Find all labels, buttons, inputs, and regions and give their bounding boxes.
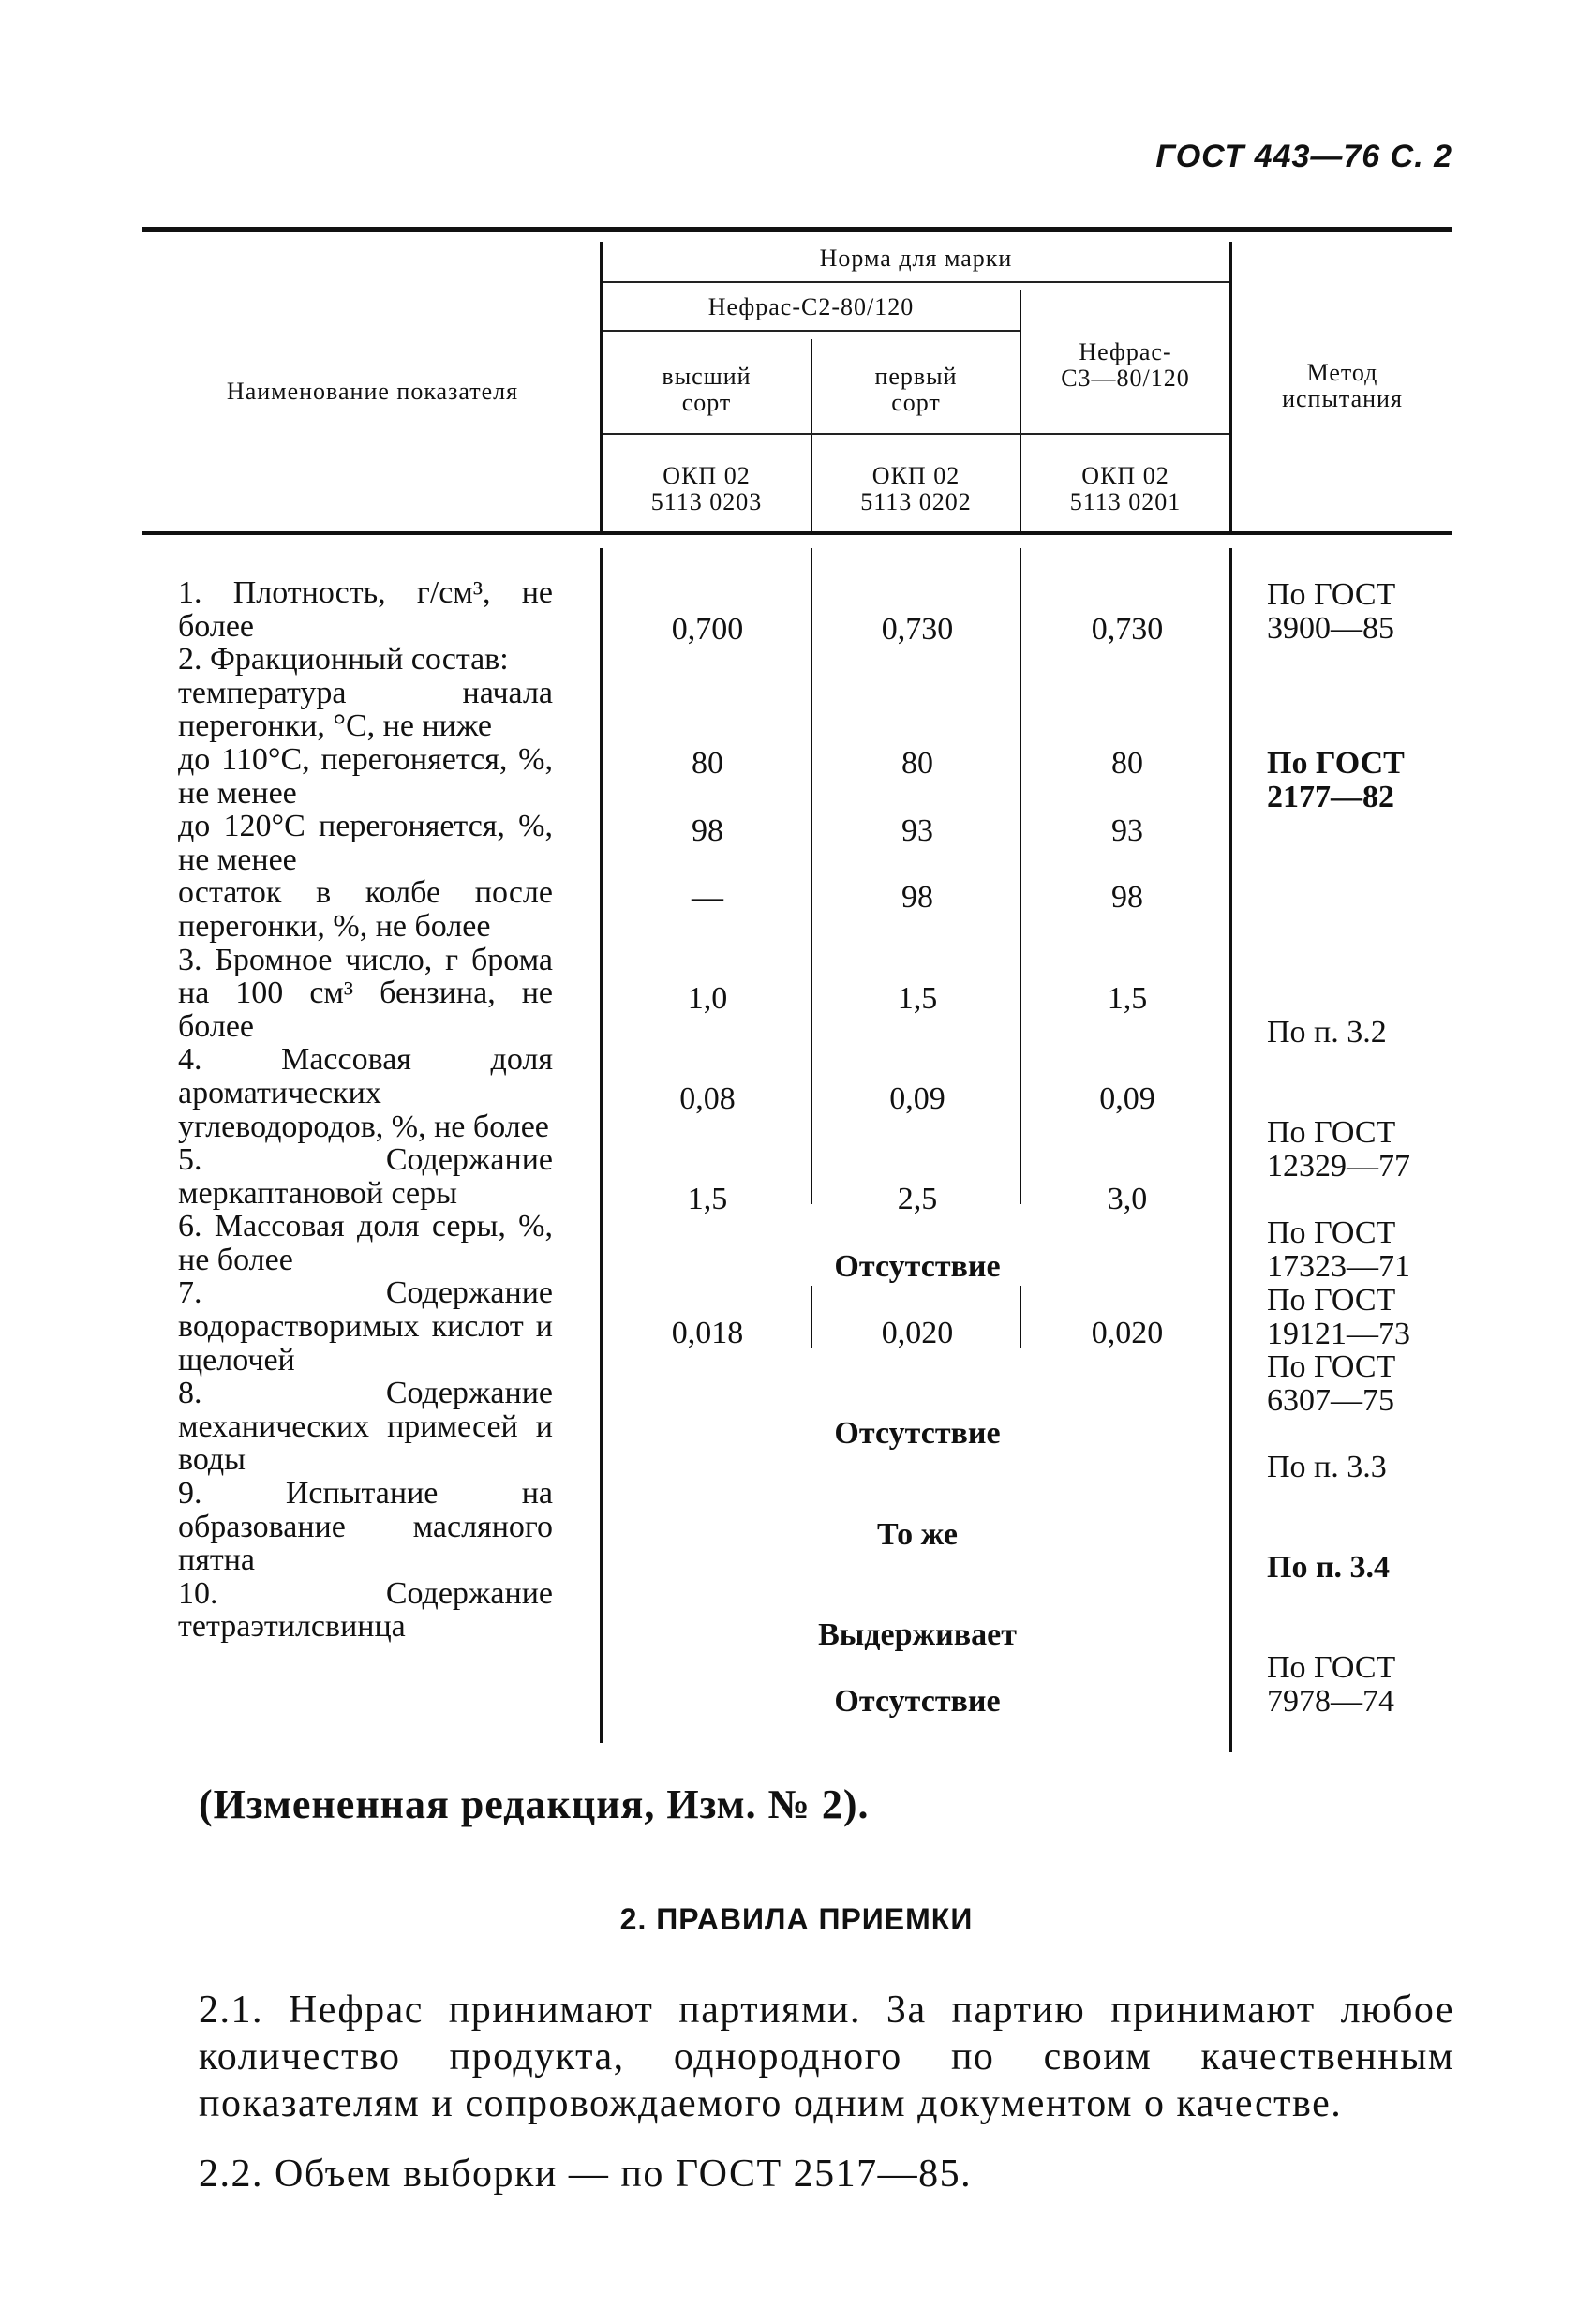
to110-c2: 93 — [901, 813, 933, 848]
header-grade-first: первый сорт — [874, 363, 958, 416]
header-name-col: Наименование показателя — [226, 378, 519, 405]
indicator-2a: температура начала перегонки, °С, не ниже — [178, 675, 553, 744]
aromatic-c1: 1,5 — [687, 1182, 728, 1216]
to110-c1: 98 — [692, 813, 723, 848]
table-top-rule — [142, 227, 1452, 232]
indicator-6: 6. Массовая доля серы, %, не более — [178, 1209, 553, 1277]
to120-c2: 98 — [901, 880, 933, 915]
header-okp1: ОКП 02 5113 0203 — [650, 462, 763, 515]
to120-c1: — — [692, 880, 723, 915]
header-okp2: ОКП 02 5113 0202 — [860, 462, 972, 515]
residue-c3: 1,5 — [1107, 981, 1148, 1016]
sulfur-c3: 0,020 — [1091, 1316, 1164, 1350]
residue-c1: 1,0 — [687, 981, 728, 1016]
hline-norm — [603, 281, 1229, 283]
paragraph-2-2-text: 2.2. Объем выборки — по ГОСТ 2517—85. — [199, 2153, 973, 2196]
start-temp-c3: 80 — [1111, 746, 1143, 781]
page-header: ГОСТ 443—76 С. 2 — [1155, 139, 1452, 174]
method-8: По п. 3.3 — [1267, 1450, 1387, 1484]
method-4: По ГОСТ 12329—77 — [1267, 1115, 1410, 1184]
body-divider-method — [1229, 548, 1232, 1752]
body-divider-c1-a — [811, 548, 812, 1204]
start-temp-c1: 80 — [692, 746, 723, 781]
indicator-2c: до 120°С перегоняется, %, не менее — [178, 809, 553, 877]
to120-c3: 98 — [1111, 880, 1143, 915]
method-5: По ГОСТ 17323—71 — [1267, 1215, 1410, 1284]
density-c1: 0,700 — [671, 612, 744, 647]
body-divider-c1-b — [811, 1286, 812, 1348]
bromine-c1: 0,08 — [679, 1081, 736, 1116]
indicator-4: 4. Массовая доля ароматических углеводородов, %, не более — [178, 1042, 553, 1144]
header-brand-c2: Нефрас-С2-80/120 — [707, 293, 915, 320]
paragraph-2-1-text: 2.1. Нефрас принимают партиями. За партию принимают любое количество продукта, однородного по своим качественным показателям и сопровождаемого одним документом о качестве. — [199, 1989, 1454, 2125]
indicator-8: 8. Содержание механических примесей и воды — [178, 1376, 553, 1478]
acids-value: Отсутствие — [834, 1416, 1001, 1451]
residue-c2: 1,5 — [897, 981, 938, 1016]
method-3: По п. 3.2 — [1267, 1015, 1387, 1050]
method-10: По ГОСТ 7978—74 — [1267, 1650, 1396, 1719]
method-7: По ГОСТ 6307—75 — [1267, 1349, 1396, 1418]
paragraph-2-2 — [199, 2151, 1454, 2197]
indicator-5: 5. Содержание меркаптановой серы — [178, 1142, 553, 1211]
method-2: По ГОСТ 2177—82 — [1267, 746, 1405, 814]
indicator-9: 9. Испытание на образование масляного пятна — [178, 1476, 553, 1578]
header-method: Метод испытания — [1282, 359, 1403, 412]
indicator-3: 3. Бромное число, г брома на 100 см³ бензина, не более — [178, 942, 553, 1044]
header-brand-c3: Нефрас- С3—80/120 — [1061, 338, 1190, 392]
header-okp3: ОКП 02 5113 0201 — [1069, 462, 1182, 515]
density-c3: 0,730 — [1091, 612, 1164, 647]
hline-brand — [603, 330, 1020, 332]
indicator-1: 1. Плотность, г/см³, не более — [178, 575, 553, 644]
to110-c3: 93 — [1111, 813, 1143, 848]
indicator-2: 2. Фракционный состав: — [178, 642, 509, 678]
sulfur-c2: 0,020 — [881, 1316, 954, 1350]
amendment-note: (Измененная редакция, Изм. № 2). — [199, 1781, 870, 1827]
method-1: По ГОСТ 3900—85 — [1267, 577, 1396, 646]
hline-grade — [603, 433, 1229, 435]
method-6: По ГОСТ 19121—73 — [1267, 1283, 1410, 1351]
table-header-rule — [142, 531, 1452, 535]
impurities-value: То же — [877, 1517, 958, 1552]
density-c2: 0,730 — [881, 612, 954, 647]
section-title: 2. ПРАВИЛА ПРИЕМКИ — [619, 1902, 974, 1936]
sulfur-c1: 0,018 — [671, 1316, 744, 1350]
bromine-c3: 0,09 — [1099, 1081, 1155, 1116]
aromatic-c2: 2,5 — [897, 1182, 938, 1216]
header-grade-top: высший сорт — [662, 363, 752, 416]
method-9: По п. 3.4 — [1267, 1550, 1391, 1585]
mercaptan-value: Отсутствие — [834, 1249, 1001, 1284]
indicator-10: 10. Содержание тетраэтилсвинца — [178, 1575, 553, 1645]
indicator-names — [178, 576, 553, 1644]
bromine-c2: 0,09 — [889, 1081, 945, 1116]
body-divider-name — [600, 548, 603, 1743]
start-temp-c2: 80 — [901, 746, 933, 781]
tel-value: Отсутствие — [834, 1684, 1001, 1719]
oil-spot-value: Выдерживает — [818, 1617, 1017, 1652]
aromatic-c3: 3,0 — [1107, 1182, 1148, 1216]
indicator-2d: остаток в колбе после перегонки, %, не более — [178, 875, 553, 944]
paragraph-2-1 — [199, 1987, 1454, 2127]
indicator-2b: до 110°С, перегоняется, %, не менее — [178, 741, 553, 811]
indicator-7: 7. Содержание водорастворимых кислот и щелочей — [178, 1275, 553, 1378]
header-norm: Норма для марки — [819, 245, 1013, 272]
